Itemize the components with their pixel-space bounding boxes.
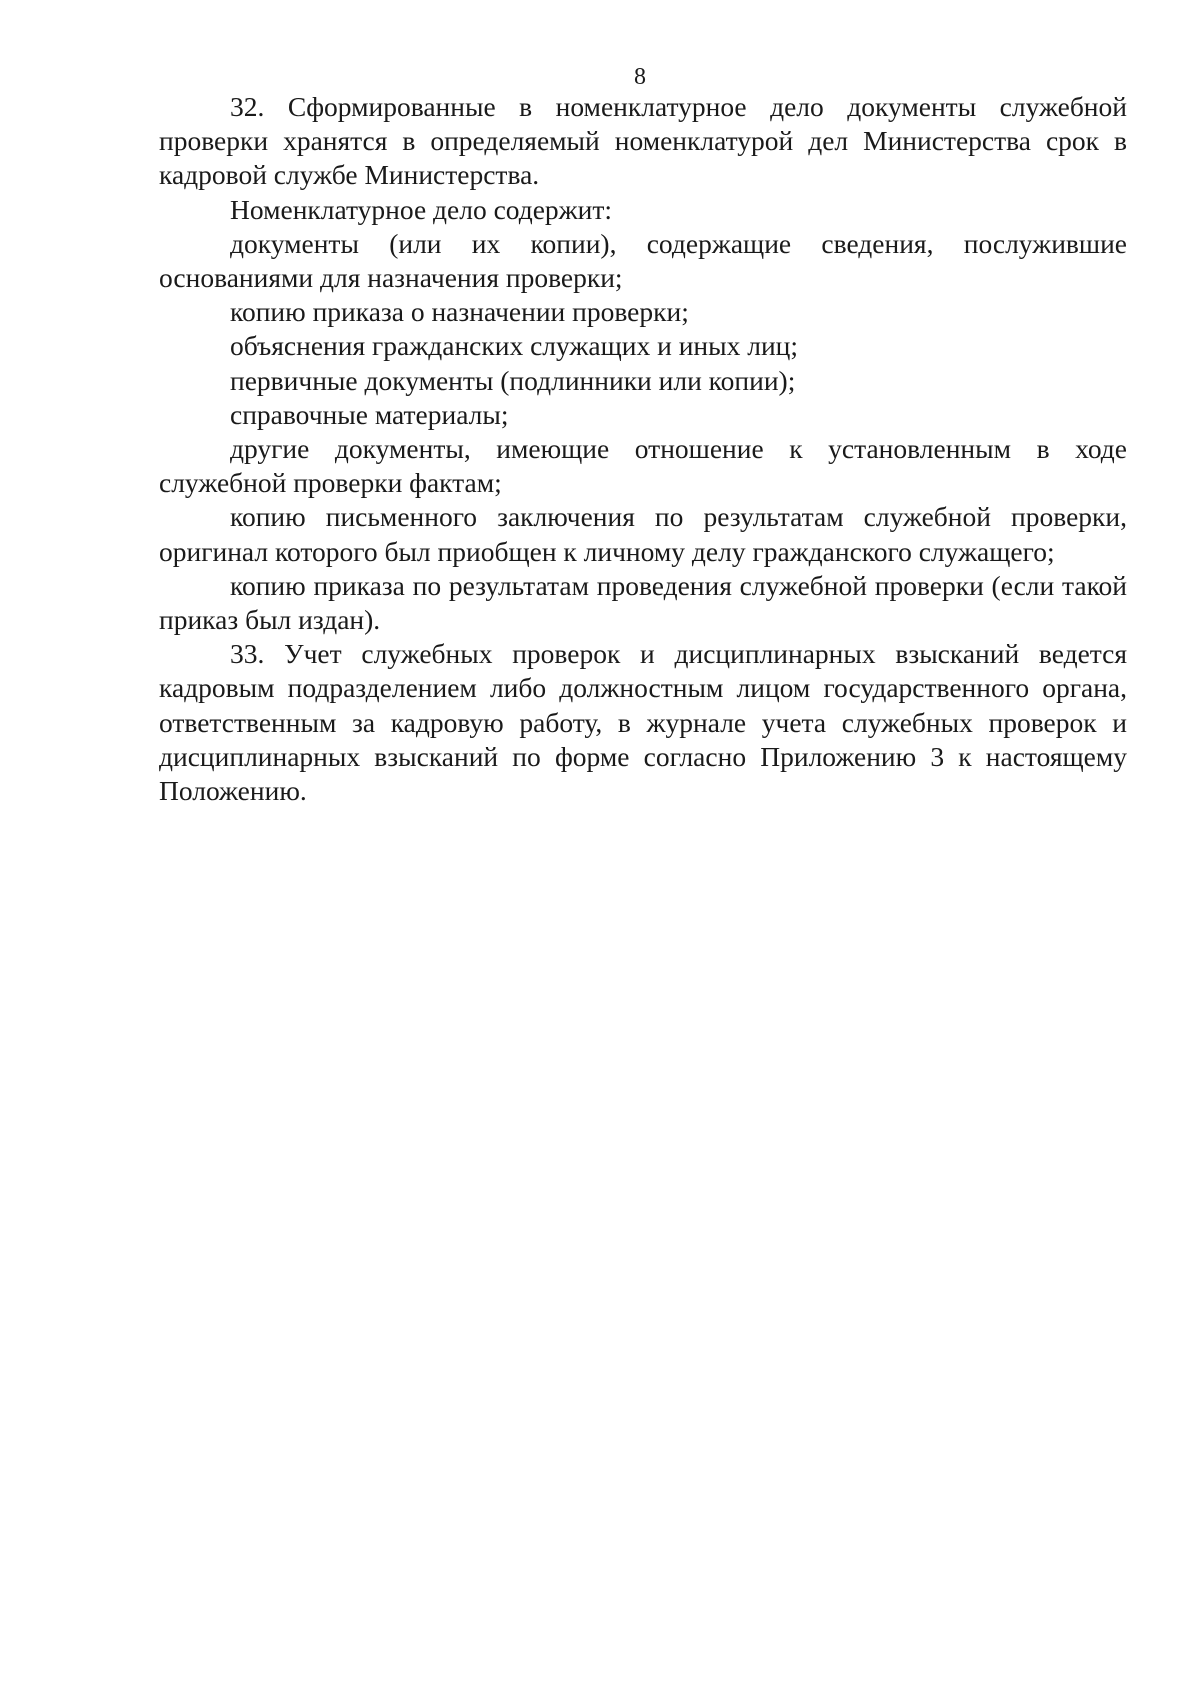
list-item-explanations: объяснения гражданских служащих и иных лиц; xyxy=(230,330,799,362)
paragraph-33: 33. Учет служебных проверок и дисциплинарных взысканий ведется кадровым подразделением либо должностным лицом государственного органа, ответственным за кадровую работу, в журнале учета служебных проверок и дисциплинарных взысканий по форме согласно Приложению 3 к настоящему Положению. xyxy=(159,638,1127,807)
list-item-conclusion-copy: копию письменного заключения по результатам служебной проверки, оригинал которого был приобщен к личному делу гражданского служащего; xyxy=(159,501,1127,567)
list-item-documents: документы (или их копии), содержащие сведения, послужившие основаниями для назначения проверки; xyxy=(159,227,1127,294)
paragraph-nomenclature-intro: Номенклатурное дело содержит: xyxy=(230,193,613,225)
document-body xyxy=(159,90,1127,808)
list-item-reference-materials: справочные материалы; xyxy=(230,398,509,430)
list-item-primary-documents: первичные документы (подлинники или копии); xyxy=(230,364,796,396)
list-item-order-copy: копию приказа о назначении проверки; xyxy=(230,296,689,328)
list-item-results-order-copy: копию приказа по результатам проведения служебной проверки (если такой приказ был издан). xyxy=(159,569,1127,636)
list-item-other-documents: другие документы, имеющие отношение к установленным в ходе служебной проверки фактам; xyxy=(159,433,1127,499)
page-number: 8 xyxy=(634,64,646,90)
paragraph-32: 32. Сформированные в номенклатурное дело документы служебной проверки хранятся в определяемый номенклатурой дел Министерства срок в кадровой службе Министерства. xyxy=(159,91,1127,191)
